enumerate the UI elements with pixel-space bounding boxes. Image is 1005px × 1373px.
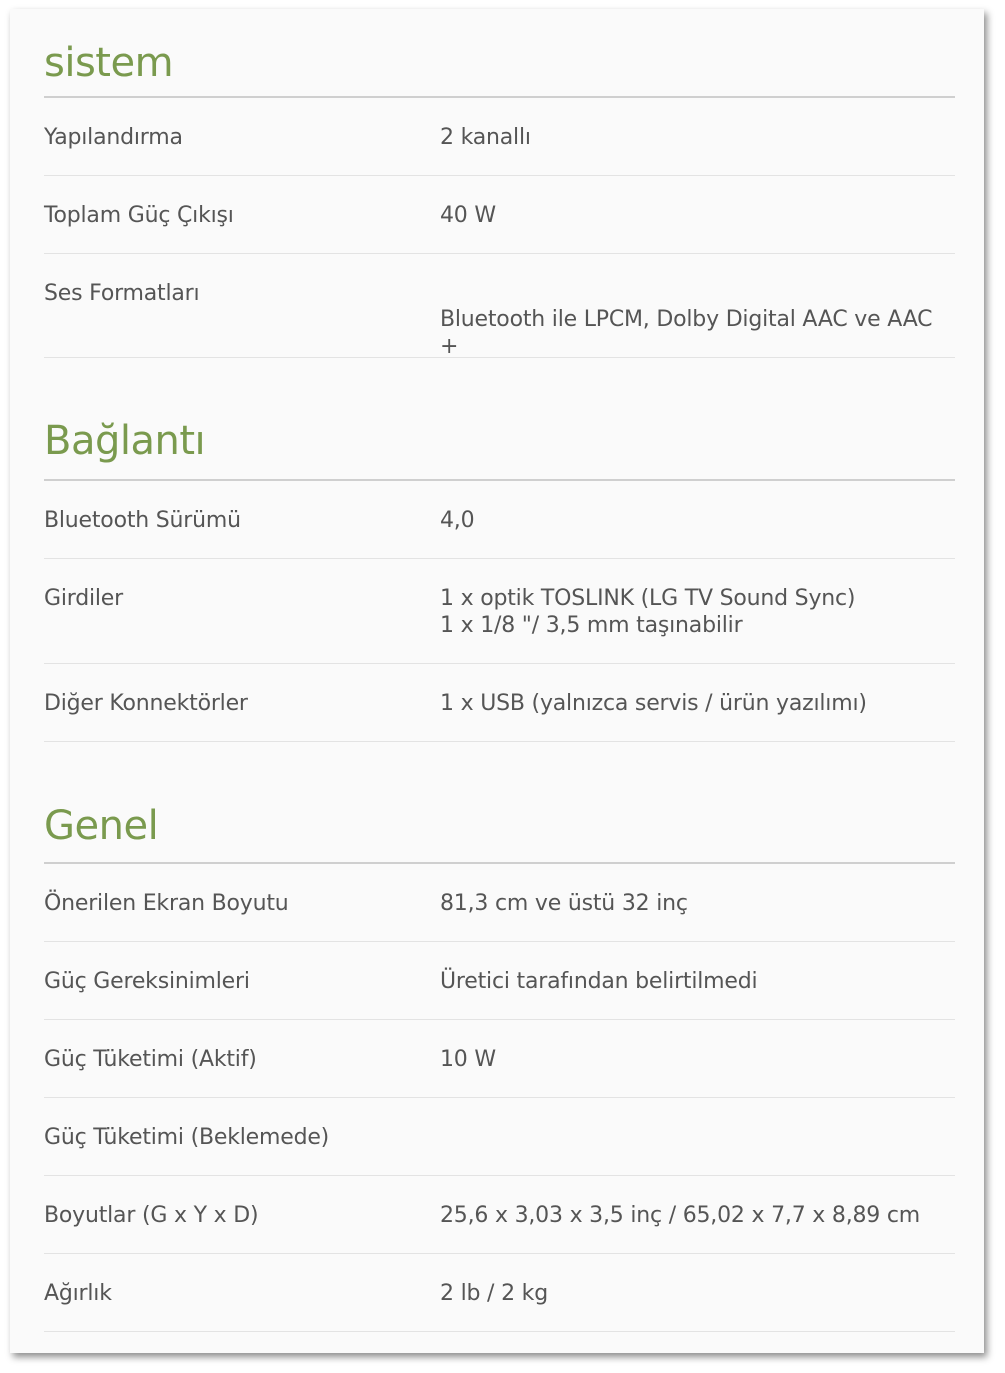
section-title: Bağlantı — [44, 418, 206, 464]
spec-label: Yapılandırma — [44, 125, 183, 150]
spec-row — [44, 559, 955, 664]
spec-row — [44, 254, 955, 358]
spec-row — [44, 98, 955, 176]
spec-value-line: Bluetooth ile LPCM, Dolby Digital AAC ve AAC + — [440, 307, 933, 359]
spec-label: Diğer Konnektörler — [44, 691, 248, 716]
spec-row — [44, 664, 955, 742]
spec-row — [44, 942, 955, 1020]
spec-label: Boyutlar (G x Y x D) — [44, 1203, 259, 1228]
spec-card — [10, 9, 984, 1353]
spec-value — [440, 507, 474, 534]
section-baglanti — [44, 358, 955, 742]
spec-value — [440, 1202, 920, 1229]
spec-label: Önerilen Ekran Boyutu — [44, 891, 289, 916]
spec-value — [440, 585, 855, 639]
spec-value-line: Üretici tarafından belirtilmedi — [440, 969, 758, 994]
spec-row — [44, 1254, 955, 1332]
spec-value — [440, 690, 867, 717]
spec-row — [44, 481, 955, 559]
spec-value-line: 2 kanallı — [440, 125, 531, 150]
spec-value-line: 1 x optik TOSLINK (LG TV Sound Sync) — [440, 586, 856, 611]
spec-label: Güç Tüketimi (Beklemede) — [44, 1125, 330, 1150]
spec-value-line: 2 lb / 2 kg — [440, 1281, 548, 1306]
section-genel — [44, 742, 955, 1332]
spec-label: Güç Gereksinimleri — [44, 969, 250, 994]
spec-value-line: 1 x USB (yalnızca servis / ürün yazılımı) — [440, 691, 867, 716]
spec-value-line: 10 W — [440, 1047, 496, 1072]
spec-label: Ağırlık — [44, 1281, 112, 1306]
spec-label: Toplam Güç Çıkışı — [44, 203, 234, 228]
spec-value-line: 81,3 cm ve üstü 32 inç — [440, 891, 688, 916]
section-title: sistem — [44, 40, 174, 86]
section-sistem — [44, 9, 955, 358]
spec-value — [440, 124, 531, 151]
spec-value-line: 40 W — [440, 203, 496, 228]
spec-label: Ses Formatları — [44, 281, 200, 306]
spec-value — [440, 890, 688, 917]
spec-value — [440, 202, 496, 229]
spec-row — [44, 1020, 955, 1098]
spec-value-line: 1 x 1/8 "/ 3,5 mm taşınabilir — [440, 613, 743, 638]
spec-row — [44, 1176, 955, 1254]
spec-label: Güç Tüketimi (Aktif) — [44, 1047, 257, 1072]
spec-row — [44, 176, 955, 254]
spec-value-line: 4,0 — [440, 508, 475, 533]
spec-value — [440, 968, 757, 995]
spec-value — [440, 1046, 496, 1073]
spec-value — [440, 306, 955, 360]
section-title: Genel — [44, 803, 159, 849]
spec-value-line: 25,6 x 3,03 x 3,5 inç / 65,02 x 7,7 x 8,89 cm — [440, 1203, 920, 1228]
spec-label: Bluetooth Sürümü — [44, 508, 241, 533]
spec-value — [440, 1280, 548, 1307]
spec-row — [44, 1098, 955, 1176]
spec-row — [44, 864, 955, 942]
spec-label: Girdiler — [44, 586, 123, 611]
